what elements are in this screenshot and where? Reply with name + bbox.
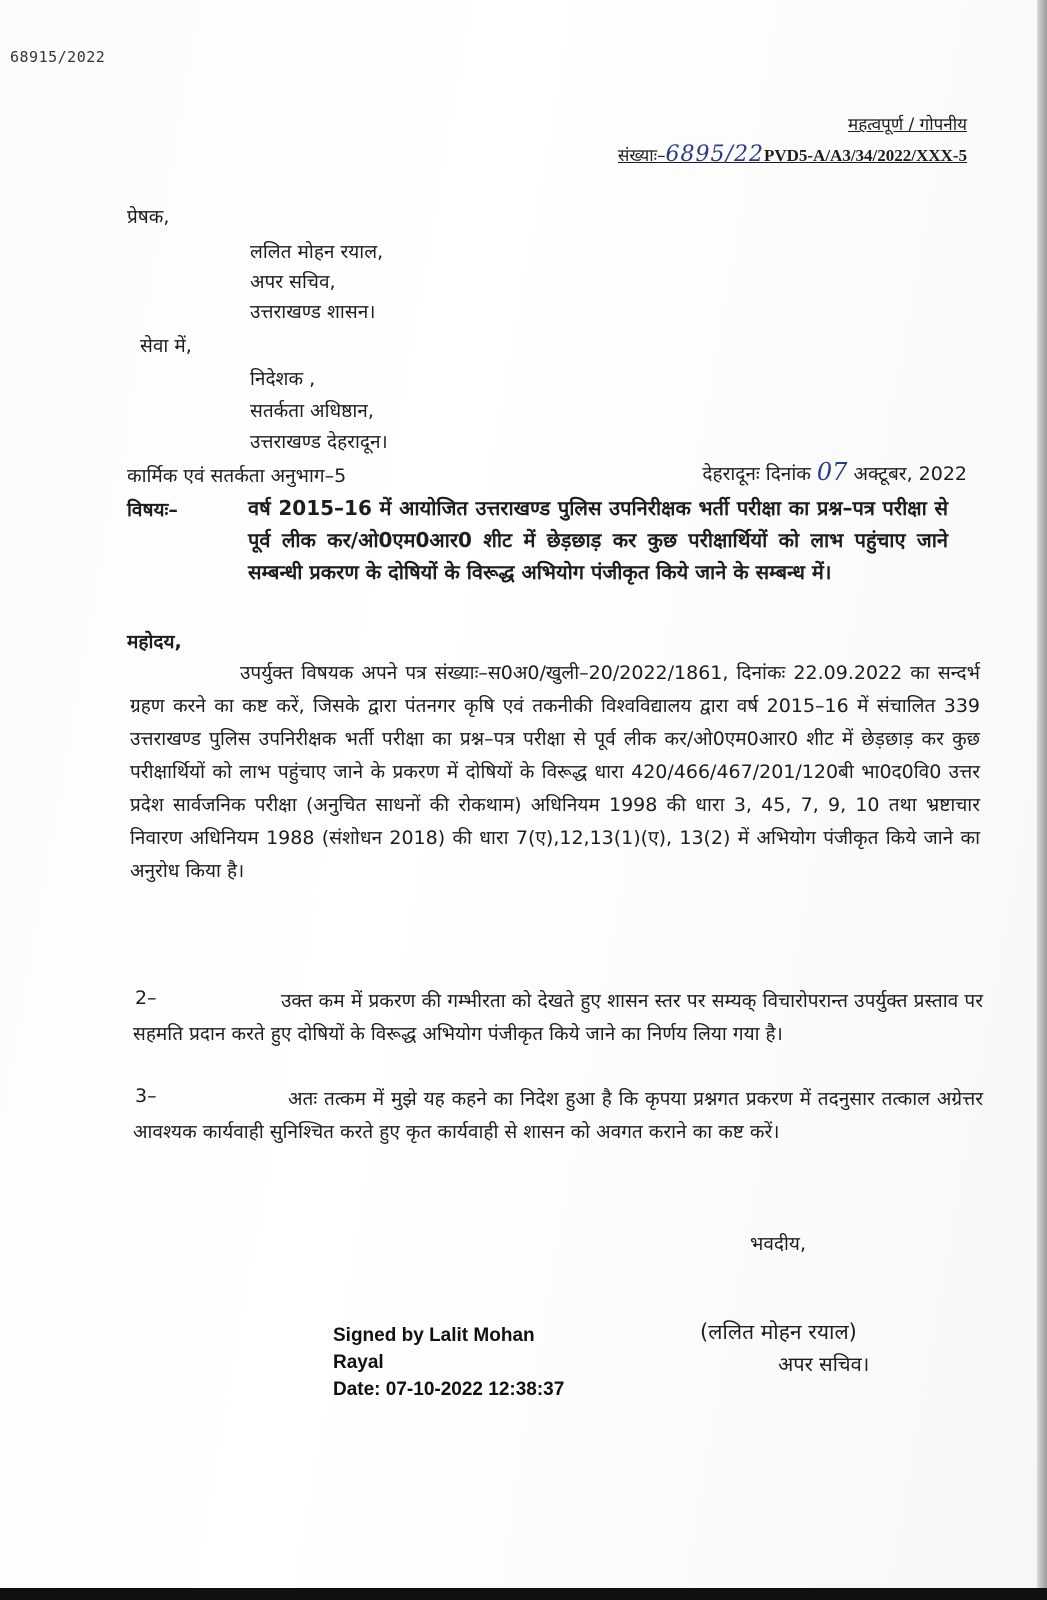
paragraph-2-number: 2–	[135, 987, 157, 1009]
digital-signature-line1: Signed by Lalit Mohan	[333, 1325, 535, 1346]
sender-office: उत्तराखण्ड शासन।	[250, 301, 376, 323]
ref-code: PVD5-A/A3/34/2022/XXX-5	[763, 146, 967, 165]
date-suffix: अक्टूबर, 2022	[853, 463, 967, 485]
digital-signature-block	[333, 1322, 564, 1403]
digital-signature-date: Date: 07-10-2022 12:38:37	[333, 1379, 565, 1400]
subject-label: विषयः–	[127, 499, 178, 521]
paragraph-2: उक्त कम में प्रकरण की गम्भीरता को देखते हुए शासन स्तर पर सम्यक् विचारोपरान्त उपर्युक्त प्रस्ताव पर सहमति प्रदान करते हुए दोषियों के विरूद्ध अभियोग पंजीकृत किये जाने का निर्णय लिया गया है।	[133, 990, 983, 1045]
scan-edge-shadow	[1037, 0, 1047, 1590]
subject-text: वर्ष 2015–16 में आयोजित उत्तराखण्ड पुलिस उपनिरीक्षक भर्ती परीक्षा का प्रश्न–पत्र परीक्षा से पूर्व लीक कर/ओ0एम0आर0 शीट में छेड़छाड़ कर कुछ परीक्षार्थियों को लाभ पहुंचाए जाने सम्बन्धी प्रकरण के दोषियों के विरूद्ध अभियोग पंजीकृत किये जाने के सम्बन्ध में।	[248, 496, 948, 584]
recipient-dept: सतर्कता अधिष्ठान,	[250, 400, 374, 422]
signatory-designation: अपर सचिव।	[778, 1352, 870, 1376]
section-name: कार्मिक एवं सतर्कता अनुभाग–5	[127, 465, 347, 487]
ref-handwritten: 6895/22	[665, 142, 764, 167]
paragraph-3-number: 3–	[135, 1085, 157, 1107]
closing: भवदीय,	[750, 1233, 806, 1255]
reference-number	[618, 142, 967, 167]
recipient-place: उत्तराखण्ड देहरादून।	[250, 431, 388, 453]
recipient-name: निदेशक ,	[250, 368, 316, 390]
sender-label: प्रेषक,	[127, 206, 170, 228]
paragraph-1: उपर्युक्त विषयक अपने पत्र संख्याः–स0अ0/खुली–20/2022/1861, दिनांकः 22.09.2022 का सन्दर्भ ग्रहण करने का कष्ट करें, जिसके द्वारा पंतनगर कृषि एवं तकनीकी विश्वविद्यालय द्वारा वर्ष 2015–16 में संचालित 339 उत्तराखण्ड पुलिस उपनिरीक्षक भर्ती परीक्षा का प्रश्न–पत्र परीक्षा से पूर्व लीक कर/ओ0एम0आर0 शीट में छेड़छाड़ कर कुछ परीक्षार्थियों को लाभ पहुंचाए जाने के प्रकरण में दोषियों के विरूद्ध धारा 420/466/467/201/120बी भा0द0वि0 उत्तर प्रदेश सार्वजनिक परीक्षा (अनुचित साधनों की रोकथाम) अधिनियम 1998 की धारा 3, 45, 7, 9, 10 तथा भ्रष्टाचार निवारण अधिनियम 1988 (संशोधन 2018) की धारा 7(ए),12,13(1)(ए), 13(2) में अभियोग पंजीकृत किये जाने का अनुरोध किया है।	[130, 662, 980, 882]
file-number-stamp: 68915/2022	[10, 48, 106, 66]
classification-label: महत्वपूर्ण / गोपनीय	[848, 115, 967, 135]
salutation: महोदय,	[127, 631, 182, 653]
sender-name: ललित मोहन रयाल,	[250, 241, 384, 263]
recipient-label: सेवा में,	[140, 335, 192, 357]
date-day-handwritten: 07	[816, 458, 848, 486]
date-prefix: देहरादूनः दिनांक	[702, 463, 811, 485]
digital-signature-line2: Rayal	[333, 1352, 384, 1373]
ref-prefix: संख्याः–	[617, 146, 666, 166]
date-line	[702, 458, 967, 486]
signatory-name: (ललित मोहन रयाल)	[700, 1320, 857, 1344]
paragraph-3: अतः तत्कम में मुझे यह कहने का निदेश हुआ है कि कृपया प्रश्नगत प्रकरण में तदनुसार तत्काल अग्रेत्तर आवश्यक कार्यवाही सुनिश्चित करते हुए कृत कार्यवाही से शासन को अवगत कराने का कष्ट करें।	[133, 1088, 983, 1143]
sender-designation: अपर सचिव,	[250, 271, 336, 293]
scan-bottom-edge	[0, 1588, 1047, 1600]
